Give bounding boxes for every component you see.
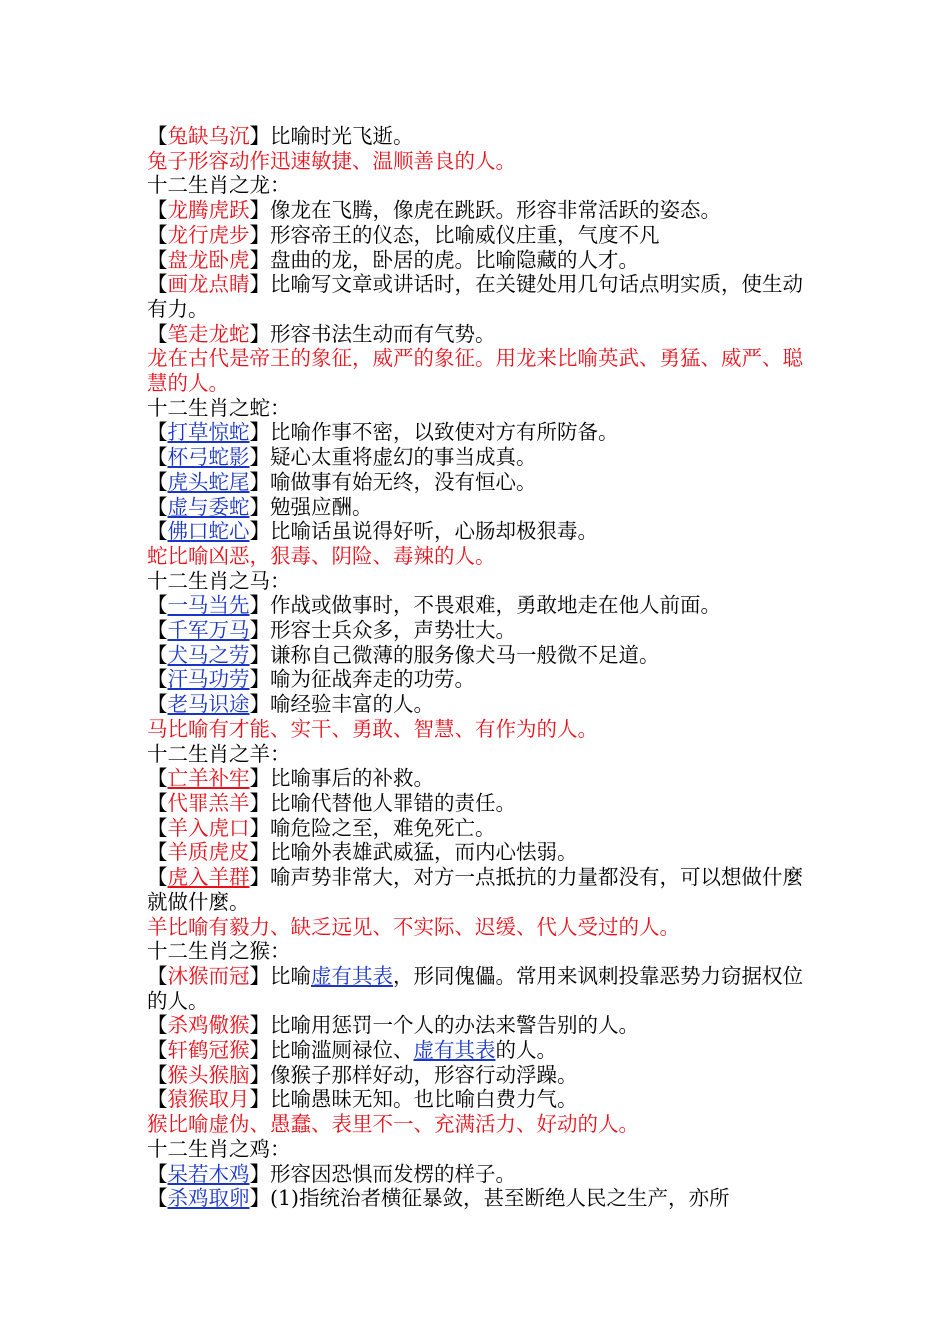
bracket-open: 【	[147, 840, 168, 865]
bracket-close: 】	[249, 790, 270, 815]
bracket-close: 】	[249, 618, 270, 643]
summary-line: 龙在古代是帝王的象征，威严的象征。用龙来比喻英武、勇猛、威严、聪慧的人。	[147, 346, 803, 396]
bracket-close: 】	[249, 445, 270, 470]
inline-link[interactable]: 虚有其表	[413, 1038, 496, 1063]
summary-line: 蛇比喻凶恶，狠毒、阴险、毒辣的人。	[147, 543, 496, 568]
bracket-close: 】	[249, 642, 270, 667]
bracket-open: 【	[147, 1161, 168, 1186]
idiom-entry	[147, 445, 812, 470]
idiom-term: 猴头猴脑	[167, 1062, 250, 1087]
idiom-entry	[147, 1038, 812, 1063]
idiom-entry	[147, 840, 812, 865]
definition-text: 谦称自己微薄的服务像犬马一般微不足道。	[270, 642, 660, 667]
section-heading: 十二生肖之鸡：	[147, 1136, 291, 1161]
bracket-open: 【	[147, 445, 168, 470]
idiom-entry	[147, 593, 812, 618]
idiom-link[interactable]: 虎入羊群	[167, 865, 250, 890]
idiom-link[interactable]: 杀鸡取卵	[167, 1186, 250, 1211]
definition-text: 形容书法生动而有气势。	[270, 321, 496, 346]
bracket-close: 】	[249, 593, 270, 618]
definition-text: 疑心太重将虚幻的事当成真。	[270, 445, 537, 470]
bracket-open: 【	[147, 222, 168, 247]
definition-text: 比喻滥厕禄位、	[270, 1038, 414, 1063]
definition-text: 比喻话虽说得好听，心肠却极狠毒。	[270, 519, 598, 544]
idiom-link[interactable]: 杯弓蛇影	[167, 445, 250, 470]
bracket-close: 】	[249, 124, 270, 148]
idiom-link[interactable]: 老马识途	[167, 692, 250, 717]
definition-text: 的人。	[495, 1038, 557, 1063]
bracket-close: 】	[249, 865, 270, 890]
idiom-entry	[147, 248, 812, 273]
definition-text: 比喻代替他人罪错的责任。	[270, 790, 516, 815]
bracket-open: 【	[147, 1186, 168, 1211]
definition-text: 喻经验丰富的人。	[270, 692, 434, 717]
idiom-term: 羊质虎皮	[167, 840, 250, 865]
bracket-open: 【	[147, 1062, 168, 1087]
bracket-open: 【	[147, 593, 168, 618]
idiom-term: 沐猴而冠	[167, 963, 250, 988]
idiom-link[interactable]: 一马当先	[167, 593, 250, 618]
idiom-term: 龙腾虎跃	[167, 198, 250, 223]
definition-text: 比喻外表雄武威猛，而内心怯弱。	[270, 840, 578, 865]
section-heading: 十二生肖之龙：	[147, 173, 291, 198]
bracket-open: 【	[147, 766, 168, 791]
inline-link[interactable]: 虚有其表	[311, 963, 393, 988]
idiom-entry	[147, 1186, 812, 1211]
idiom-term: 画龙点睛	[167, 272, 250, 297]
idiom-entry	[147, 470, 812, 495]
idiom-link[interactable]: 佛口蛇心	[167, 519, 250, 544]
bracket-open: 【	[147, 618, 168, 643]
definition-text: 比喻作事不密，以致使对方有所防备。	[270, 420, 619, 445]
definition-text: 比喻写文章或讲话时，在关键处用几句话点明实质，使生动有力。	[147, 272, 803, 321]
document-page	[147, 124, 812, 1211]
bracket-close: 】	[249, 1186, 270, 1211]
idiom-entry	[147, 272, 812, 321]
idiom-link[interactable]: 亡羊补牢	[167, 766, 250, 791]
definition-text: 形容帝王的仪态，比喻威仪庄重，气度不凡	[270, 222, 660, 247]
bracket-close: 】	[249, 469, 270, 494]
idiom-entry	[147, 124, 812, 149]
idiom-entry	[147, 791, 812, 816]
section-heading: 十二生肖之猴：	[147, 939, 291, 964]
definition-text: 像猴子那样好动，形容行动浮躁。	[270, 1062, 578, 1087]
summary-line: 兔子形容动作迅速敏捷、温顺善良的人。	[147, 148, 516, 173]
bracket-open: 【	[147, 1013, 168, 1038]
definition-text: 比喻愚昧无知。也比喻白费力气。	[270, 1087, 578, 1112]
bracket-open: 【	[147, 1038, 168, 1063]
section-heading: 十二生肖之羊：	[147, 741, 291, 766]
bracket-close: 】	[249, 692, 270, 717]
section-heading: 十二生肖之马：	[147, 568, 291, 593]
idiom-entry	[147, 816, 812, 841]
idiom-entry	[147, 964, 812, 1013]
definition-text: 盘曲的龙，卧居的虎。比喻隐藏的人才。	[270, 247, 639, 272]
bracket-close: 】	[249, 222, 270, 247]
idiom-entry	[147, 519, 812, 544]
idiom-entry	[147, 495, 812, 520]
idiom-entry	[147, 865, 812, 914]
definition-text: 形容因恐惧而发楞的样子。	[270, 1161, 516, 1186]
bracket-close: 】	[249, 1161, 270, 1186]
definition-text: ，形同傀儡。常用来讽刺投靠恶势力窃据权位的人。	[147, 963, 803, 1013]
idiom-link[interactable]: 呆若木鸡	[167, 1161, 250, 1186]
idiom-term: 龙行虎步	[167, 222, 250, 247]
idiom-term: 杀鸡儆猴	[167, 1013, 250, 1038]
bracket-open: 【	[147, 469, 168, 494]
bracket-open: 【	[147, 494, 168, 519]
bracket-close: 】	[249, 321, 270, 346]
bracket-close: 】	[249, 272, 270, 297]
idiom-entry	[147, 1013, 812, 1038]
definition-text: 喻危险之至，难免死亡。	[270, 815, 496, 840]
bracket-open: 【	[147, 642, 168, 667]
idiom-link[interactable]: 虎头蛇尾	[167, 469, 250, 494]
definition-text: 作战或做事时，不畏艰难，勇敢地走在他人前面。	[270, 593, 721, 618]
definition-text: 形容士兵众多，声势壮大。	[270, 618, 516, 643]
bracket-open: 【	[147, 963, 168, 988]
idiom-entry	[147, 223, 812, 248]
bracket-close: 】	[249, 766, 270, 791]
definition-text: 喻为征战奔走的功劳。	[270, 667, 475, 692]
definition-text: 喻做事有始无终，没有恒心。	[270, 469, 537, 494]
bracket-open: 【	[147, 667, 168, 692]
bracket-open: 【	[147, 1087, 168, 1112]
idiom-link[interactable]: 千军万马	[167, 618, 250, 643]
bracket-close: 】	[249, 1038, 270, 1063]
bracket-close: 】	[249, 494, 270, 519]
idiom-entry	[147, 322, 812, 347]
bracket-open: 【	[147, 865, 168, 890]
bracket-open: 【	[147, 420, 168, 445]
bracket-open: 【	[147, 815, 168, 840]
bracket-open: 【	[147, 247, 168, 272]
summary-line: 羊比喻有毅力、缺乏远见、不实际、迟缓、代人受过的人。	[147, 914, 680, 939]
idiom-term: 盘龙卧虎	[167, 247, 250, 272]
idiom-term: 笔走龙蛇	[167, 321, 250, 346]
definition-text: 喻声势非常大，对方一点抵抗的力量都没有，可以想做什麼就做什麼。	[147, 865, 803, 914]
bracket-close: 】	[249, 1087, 270, 1112]
definition-text: 比喻时光飞逝。	[270, 124, 414, 148]
summary-line: 马比喻有才能、实干、勇敢、智慧、有作为的人。	[147, 716, 598, 741]
idiom-entry	[147, 1162, 812, 1187]
bracket-open: 【	[147, 321, 168, 346]
definition-text: 比喻用惩罚一个人的办法来警告别的人。	[270, 1013, 639, 1038]
idiom-entry	[147, 766, 812, 791]
idiom-term: 轩鹤冠猴	[167, 1038, 250, 1063]
bracket-close: 】	[249, 247, 270, 272]
idiom-link[interactable]: 汗马功劳	[167, 667, 250, 692]
idiom-term: 代罪羔羊	[167, 790, 250, 815]
bracket-close: 】	[249, 198, 270, 223]
bracket-close: 】	[249, 963, 270, 988]
bracket-close: 】	[249, 1062, 270, 1087]
idiom-entry	[147, 618, 812, 643]
idiom-entry	[147, 692, 812, 717]
idiom-entry	[147, 420, 812, 445]
definition-text: 像龙在飞腾，像虎在跳跃。形容非常活跃的姿态。	[270, 198, 721, 223]
idiom-entry	[147, 667, 812, 692]
bracket-close: 】	[249, 1013, 270, 1038]
bracket-open: 【	[147, 272, 168, 297]
bracket-close: 】	[249, 667, 270, 692]
idiom-term: 羊入虎口	[167, 815, 250, 840]
idiom-link[interactable]: 犬马之劳	[167, 642, 250, 667]
definition-text: 勉强应酬。	[270, 494, 373, 519]
bracket-open: 【	[147, 124, 168, 148]
definition-text: (1)指统治者横征暴敛，甚至断绝人民之生产，亦所	[270, 1186, 730, 1211]
bracket-close: 】	[249, 420, 270, 445]
idiom-entry	[147, 198, 812, 223]
bracket-open: 【	[147, 519, 168, 544]
idiom-entry	[147, 643, 812, 668]
definition-text: 比喻事后的补救。	[270, 766, 434, 791]
bracket-open: 【	[147, 692, 168, 717]
bracket-close: 】	[249, 519, 270, 544]
idiom-link[interactable]: 打草惊蛇	[167, 420, 250, 445]
idiom-term: 猿猴取月	[167, 1087, 250, 1112]
bracket-close: 】	[249, 815, 270, 840]
definition-text: 比喻	[270, 963, 311, 988]
section-heading: 十二生肖之蛇：	[147, 395, 291, 420]
bracket-open: 【	[147, 790, 168, 815]
summary-line: 猴比喻虚伪、愚蠢、表里不一、充满活力、好动的人。	[147, 1112, 639, 1137]
bracket-open: 【	[147, 198, 168, 223]
bracket-close: 】	[249, 840, 270, 865]
idiom-link[interactable]: 虚与委蛇	[167, 494, 250, 519]
idiom-entry	[147, 1063, 812, 1088]
idiom-entry	[147, 1087, 812, 1112]
idiom-term: 兔缺乌沉	[167, 124, 250, 148]
